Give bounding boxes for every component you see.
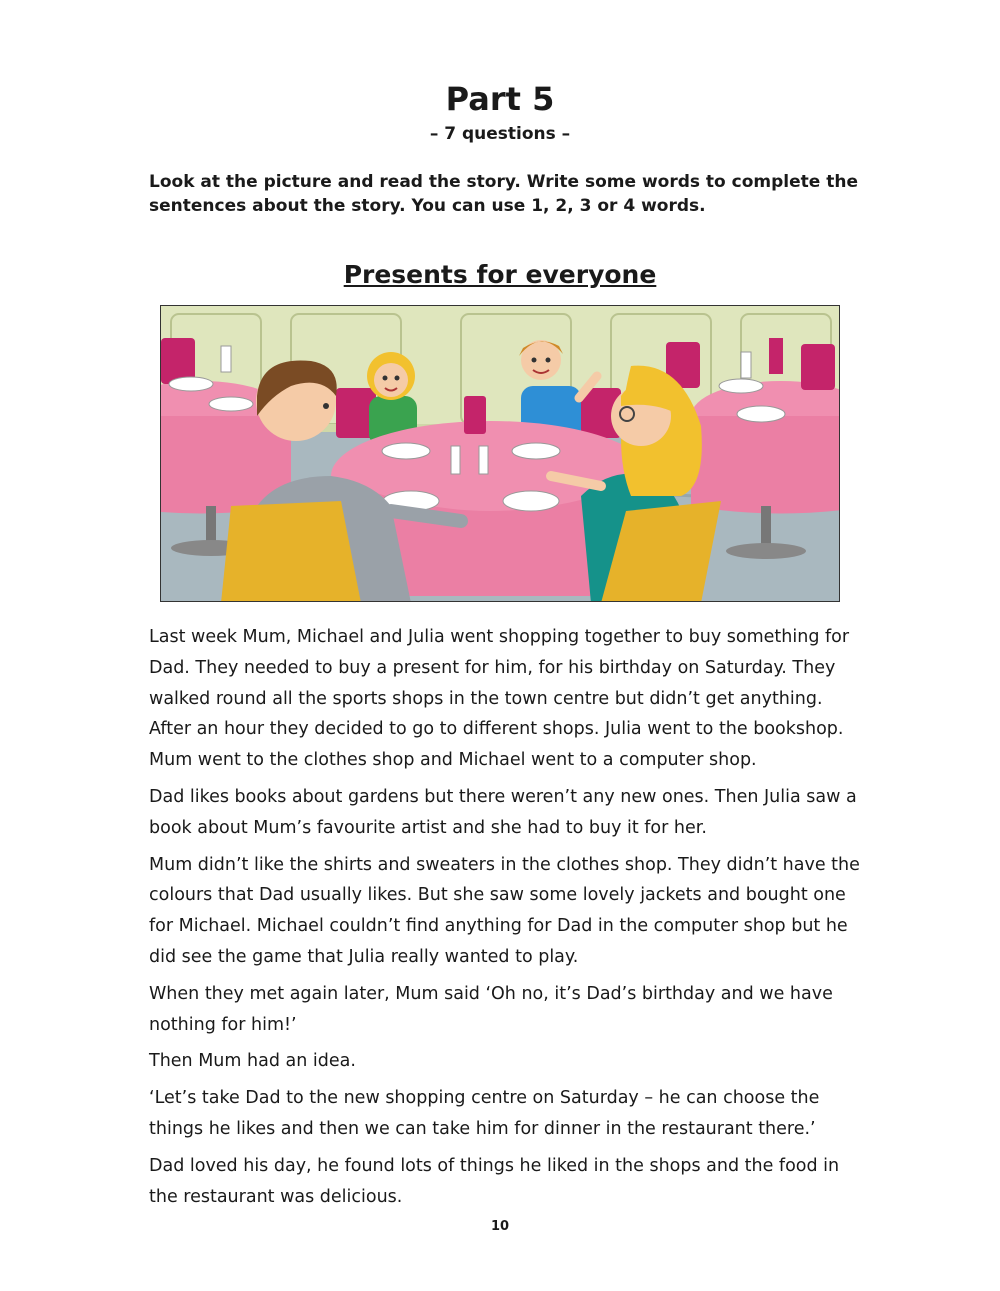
story-title: Presents for everyone xyxy=(343,260,657,289)
story-paragraph-2: Dad likes books about gardens but there weren’t any new ones. Then Julia saw a book about Mum’s favourite artist and she had to buy it for her. xyxy=(149,786,857,838)
page-number: 10 xyxy=(490,1219,510,1234)
story-paragraph-5: Then Mum had an idea. xyxy=(149,1051,356,1072)
story-paragraph-7: Dad loved his day, he found lots of things he liked in the shops and the food in the restaurant was delicious. xyxy=(149,1155,840,1207)
story-paragraph-4: When they met again later, Mum said ‘Oh no, it’s Dad’s birthday and we have nothing for him!’ xyxy=(149,983,833,1035)
story-text xyxy=(149,622,869,1218)
story-paragraph-6: ‘Let’s take Dad to the new shopping centre on Saturday – he can choose the things he likes and then we can take him for dinner in the restaurant there.’ xyxy=(149,1088,820,1139)
restaurant-illustration xyxy=(160,305,840,602)
questions-count: – 7 questions – xyxy=(429,124,571,144)
instructions: Look at the picture and read the story. Write some words to complete the sentences about the story. You can use 1, 2, 3 or 4 words. xyxy=(149,172,858,216)
story-paragraph-1: Last week Mum, Michael and Julia went shopping together to buy something for Dad. They needed to buy a present for him, for his birthday on Saturday. They walked round all the sports shops in the town centre but didn’t get anything. After an hour they decided to go to different shops. Julia went to the bookshop. Mum went to the clothes shop and Michael went to a computer shop. xyxy=(149,627,850,771)
part-title: Part 5 xyxy=(445,80,555,118)
story-paragraph-3: Mum didn’t like the shirts and sweaters in the clothes shop. They didn’t have the colours that Dad usually likes. But she saw some lovely jackets and bought one for Michael. Michael couldn’t find anything for Dad in the computer shop but he did see the game that Julia really wanted to play. xyxy=(149,854,860,967)
